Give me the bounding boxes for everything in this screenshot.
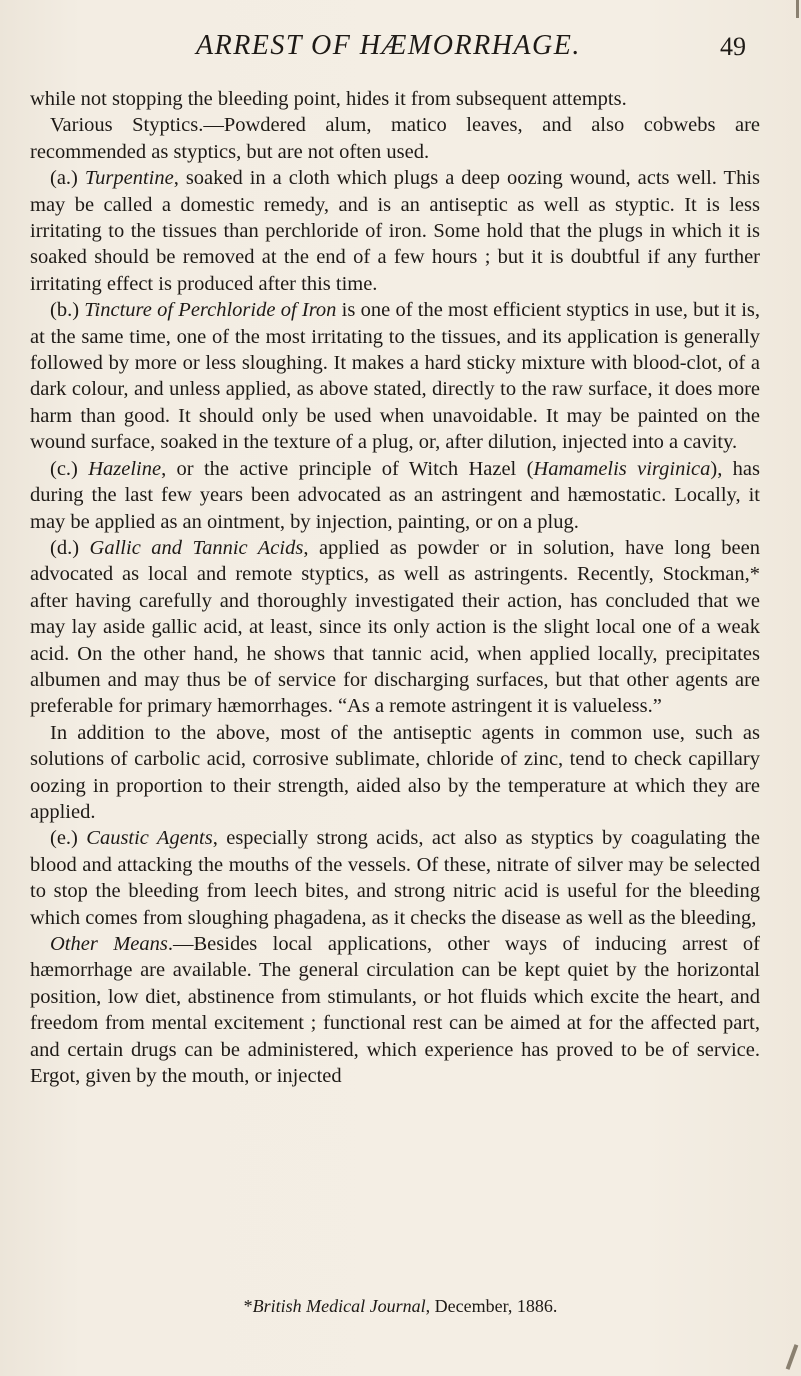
text-run: , especially strong acids, act also as styptics by coagulating the blood and attacking the mouths of the vessels. Of these, nitrate of silver may be selected to stop the bleeding from leech bites, and strong nitric acid is useful for the bleeding which comes from sloughing phagadena, as it checks the disease as well as the bleeding, (30, 827, 760, 929)
item-term: Caustic Agents (86, 827, 213, 850)
footnote (0, 1296, 801, 1317)
text-run: .—Besides local applications, other ways of inducing arrest of hæmorrhage are available. The general circulation can be kept quiet by the horizontal position, low diet, abstinence from stimulants, or hot fluids which excite the heart, and freedom from mental excitement ; functional rest can be aimed at for the affected part, and certain drugs can be administered, which experience has proved to be of service. Ergot, given by the mouth, or injected (30, 933, 761, 1088)
section-heading: Other Means (50, 933, 168, 955)
section-heading: Various Styptics. (50, 114, 204, 137)
running-head (0, 22, 801, 72)
paragraph-antiseptic-agents (30, 720, 760, 826)
body-text (30, 86, 760, 1089)
paragraph-continuation (30, 86, 760, 112)
footnote-marker: * (243, 1296, 253, 1316)
paragraph-caustic-agents (30, 825, 760, 931)
text-run: —Powdered alum, matico leaves, and also cobwebs are recommended as styptics, but are not often used. (30, 114, 760, 163)
text-run: is one of the most efficient styptics in use, but it is, at the same time, one of the most irritating to the tissues, and its application is generally followed by more or less sloughing. It makes a hard sticky mixture with blood-clot, of a dark colour, and unless applied, as above stated, directly to the raw surface, it does more harm than good. It should only be used when unavoidable. It may be painted on the wound surface, soaked in the texture of a plug, or, after dilution, injected into a cavity. (30, 299, 760, 454)
item-marker: (c.) (50, 457, 89, 480)
text-run: while not stopping the bleeding point, hides it from subsequent attempts. (30, 88, 627, 110)
text-run: ), has during the last few years been advocated as an astringent and hæmostatic. Locally, it may be applied as an ointment, by injection, painting, or on a plug. (30, 457, 760, 533)
footnote-source: British Medical Journal (252, 1296, 426, 1316)
paragraph-gallic-tannic-acids (30, 535, 760, 720)
footnote-date: , December, 1886. (425, 1296, 558, 1316)
text-run: , applied as powder or in solution, have long been advocated as local and remote styptics, as well as astringents. Recently, Stockman,* after having carefully and thoroughly investigated their action, has concluded that we may lay aside gallic acid, at least, since its only action is the slight local one of a weak acid. On the other hand, he shows that tannic acid, when applied locally, precipitates albumen and may thus be of service for discharging surfaces, but that other agents are preferable for primary hæmorrhages. “As a remote astringent it is valueless.” (30, 536, 760, 718)
latin-name: Hamamelis virginica (533, 457, 711, 480)
item-marker: (e.) (50, 827, 87, 850)
text-run: , soaked in a cloth which plugs a deep oozing wound, acts well. This may be called a domestic remedy, and is an antiseptic as well as styptic. It is less irritating to the tissues than perchloride of iron. Some hold that the plugs in which it is soaked should be removed at the end of a few hours ; but it is doubtful if any further irritating effect is produced after this time. (30, 167, 760, 295)
item-term: Turpentine (84, 167, 174, 190)
paragraph-hazeline (30, 456, 760, 535)
paragraph-turpentine (30, 165, 760, 297)
text-run: In addition to the above, most of the antiseptic agents in common use, such as solutions of carbolic acid, corrosive sublimate, chloride of zinc, tend to check capillary oozing in proportion to their strength, aided also by the temperature at which they are applied. (30, 721, 760, 823)
text-run: , or the active principle of Witch Hazel ( (161, 457, 534, 480)
running-title: ARREST OF HÆMORRHAGE. (196, 30, 581, 61)
paragraph-other-means (30, 931, 760, 1089)
paragraph-perchloride-of-iron (30, 297, 760, 455)
page-edge-mark (796, 0, 799, 18)
paragraph-various-styptics (30, 112, 760, 165)
item-term: Hazeline (88, 457, 162, 480)
item-marker: (d.) (50, 536, 90, 559)
page-edge-mark (786, 1344, 799, 1370)
page-number: 49 (720, 32, 746, 61)
item-marker: (a.) (50, 167, 85, 190)
item-term: Tincture of Perchloride of Iron (84, 299, 337, 322)
item-term: Gallic and Tannic Acids (89, 536, 304, 559)
item-marker: (b.) (50, 299, 85, 322)
